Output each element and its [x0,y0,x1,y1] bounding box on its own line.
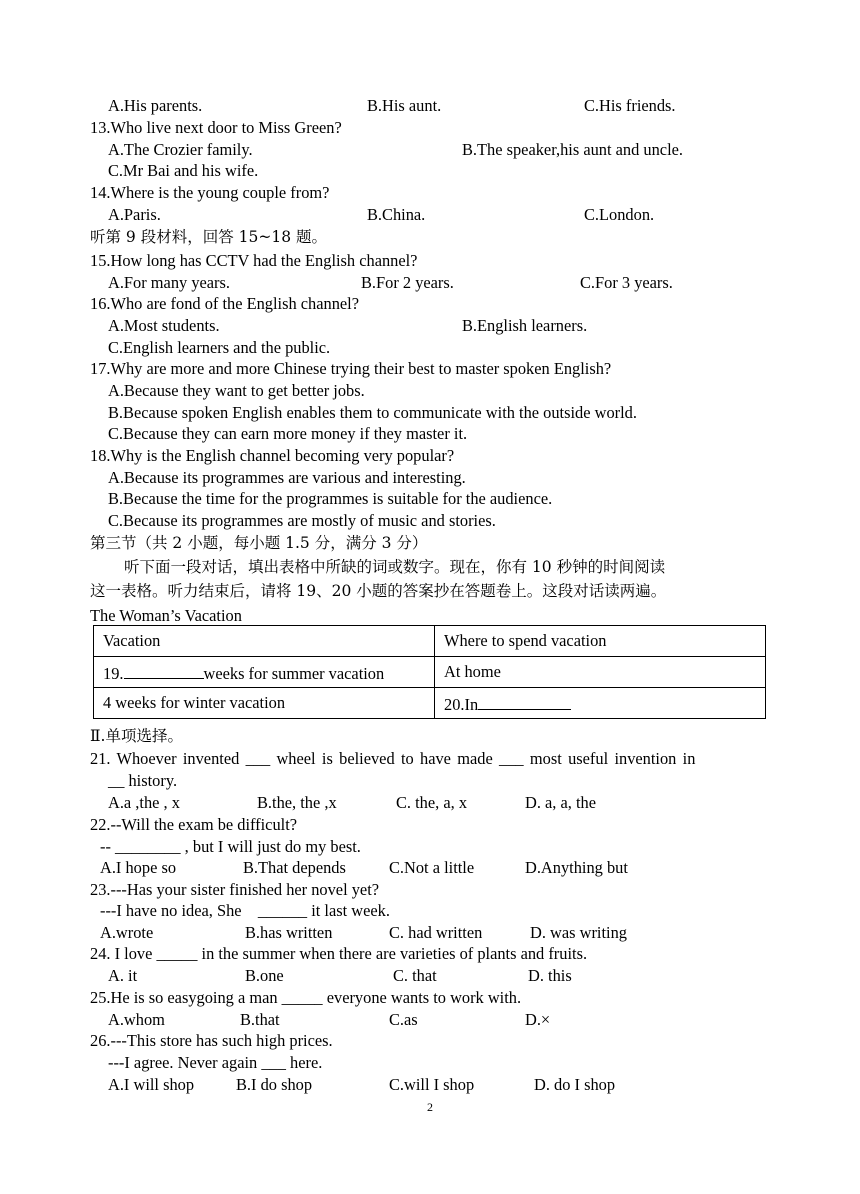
q16-option-b: B.English learners. [462,316,588,335]
table-cell-q20 [435,688,766,719]
q22-option-d: D.Anything but [525,858,628,877]
q17-stem: 17.Why are more and more Chinese trying their best to master spoken English? [90,359,612,378]
q13-option-b: B.The speaker,his aunt and uncle. [462,140,684,159]
q14-option-b: B.China. [367,205,426,224]
q24-stem: 24. I love _____ in the summer when there are varieties of plants and fruits. [90,944,588,963]
q12-option-c: C.His friends. [584,96,676,115]
q14-option-c: C.London. [584,205,655,224]
table-cell-q19 [94,657,435,688]
q25-option-a: A.whom [108,1010,165,1029]
q22-response: -- ________ , but I will just do my best. [100,837,361,856]
q25-option-b: B.that [240,1010,280,1029]
table-header-vacation: Vacation [94,626,435,657]
q25-option-d: D.× [525,1010,551,1029]
q22-option-c: C.Not a little [389,858,475,877]
q16-option-a: A.Most students. [108,316,220,335]
vacation-table [93,625,766,719]
section3-instructions-line1: 听下面一段对话，填出表格中所缺的词或数字。现在，你有 10 秒钟的时间阅读 [124,558,666,576]
q12-option-b: B.His aunt. [367,96,442,115]
q16-stem: 16.Who are fond of the English channel? [90,294,359,313]
table-cell-winter: 4 weeks for winter vacation [94,688,435,719]
q13-option-c: C.Mr Bai and his wife. [108,161,259,180]
q21-option-d: D. a, a, the [525,793,596,812]
section3-heading: 第三节（共 2 小题，每小题 1.5 分，满分 3 分） [90,534,428,552]
table-header-where: Where to spend vacation [435,626,766,657]
q22-option-b: B.That depends [243,858,346,877]
page-number: 2 [427,1100,433,1114]
q13-option-a: A.The Crozier family. [108,140,253,159]
q14-stem: 14.Where is the young couple from? [90,183,330,202]
q26-option-b: B.I do shop [236,1075,313,1094]
q24-option-c: C. that [393,966,437,985]
q23-option-a: A.wrote [100,923,154,942]
q22-option-a: A.I hope so [100,858,177,877]
q26-response: ---I agree. Never again ___ here. [108,1053,323,1072]
q22-stem: 22.--Will the exam be difficult? [90,815,298,834]
q20-answer-blank[interactable] [478,692,571,710]
q23-stem: 23.---Has your sister finished her novel yet? [90,880,380,899]
q14-option-a: A.Paris. [108,205,161,224]
q21-stem-line2: __ history. [108,771,178,790]
q21-stem-line1: 21. Whoever invented ___ wheel is believed to have made ___ most useful invention in [90,749,696,768]
q17-option-b: B.Because spoken English enables them to communicate with the outside world. [108,403,637,422]
q26-option-d: D. do I shop [534,1075,616,1094]
q18-option-c: C.Because its programmes are mostly of music and stories. [108,511,496,530]
q18-option-a: A.Because its programmes are various and interesting. [108,468,466,487]
q17-option-a: A.Because they want to get better jobs. [108,381,365,400]
table-row [94,657,766,688]
q15-option-c: C.For 3 years. [580,273,673,292]
table-header-row [94,626,766,657]
section9-intro: 听第 9 段材料，回答 15~18 题。 [90,228,328,246]
q23-option-c: C. had written [389,923,483,942]
part2-heading: Ⅱ.单项选择。 [90,727,183,745]
q15-stem: 15.How long has CCTV had the English channel? [90,251,418,270]
table-cell-at-home: At home [435,657,766,688]
q16-option-c: C.English learners and the public. [108,338,331,357]
q19-prefix: 19. [103,663,124,683]
q21-option-b: B.the, the ,x [257,793,337,812]
q21-option-c: C. the, a, x [396,793,468,812]
q18-option-b: B.Because the time for the programmes is suitable for the audience. [108,489,553,508]
q23-option-b: B.has written [245,923,333,942]
q20-prefix: 20.In [444,694,479,714]
q19-answer-blank[interactable] [124,661,204,679]
q13-stem: 13.Who live next door to Miss Green? [90,118,342,137]
q21-option-a: A.a ,the , x [108,793,180,812]
q18-stem: 18.Why is the English channel becoming very popular? [90,446,455,465]
q23-option-d: D. was writing [530,923,627,942]
q15-option-a: A.For many years. [108,273,230,292]
q19-suffix: weeks for summer vacation [203,663,385,683]
table-row [94,688,766,719]
q24-option-d: D. this [528,966,572,985]
table-title: The Woman’s Vacation [90,606,242,625]
q15-option-b: B.For 2 years. [361,273,454,292]
q12-option-a: A.His parents. [108,96,203,115]
q25-option-c: C.as [389,1010,418,1029]
q26-stem: 26.---This store has such high prices. [90,1031,333,1050]
q24-option-b: B.one [245,966,284,985]
q25-stem: 25.He is so easygoing a man _____ everyone wants to work with. [90,988,522,1007]
q26-option-c: C.will I shop [389,1075,475,1094]
section3-instructions-line2: 这一表格。听力结束后，请将 19、20 小题的答案抄在答题卷上。这段对话读两遍。 [90,582,667,600]
q24-option-a: A. it [108,966,138,985]
q17-option-c: C.Because they can earn more money if they master it. [108,424,468,443]
q26-option-a: A.I will shop [108,1075,195,1094]
q23-response: ---I have no idea, She ______ it last week. [100,901,390,920]
